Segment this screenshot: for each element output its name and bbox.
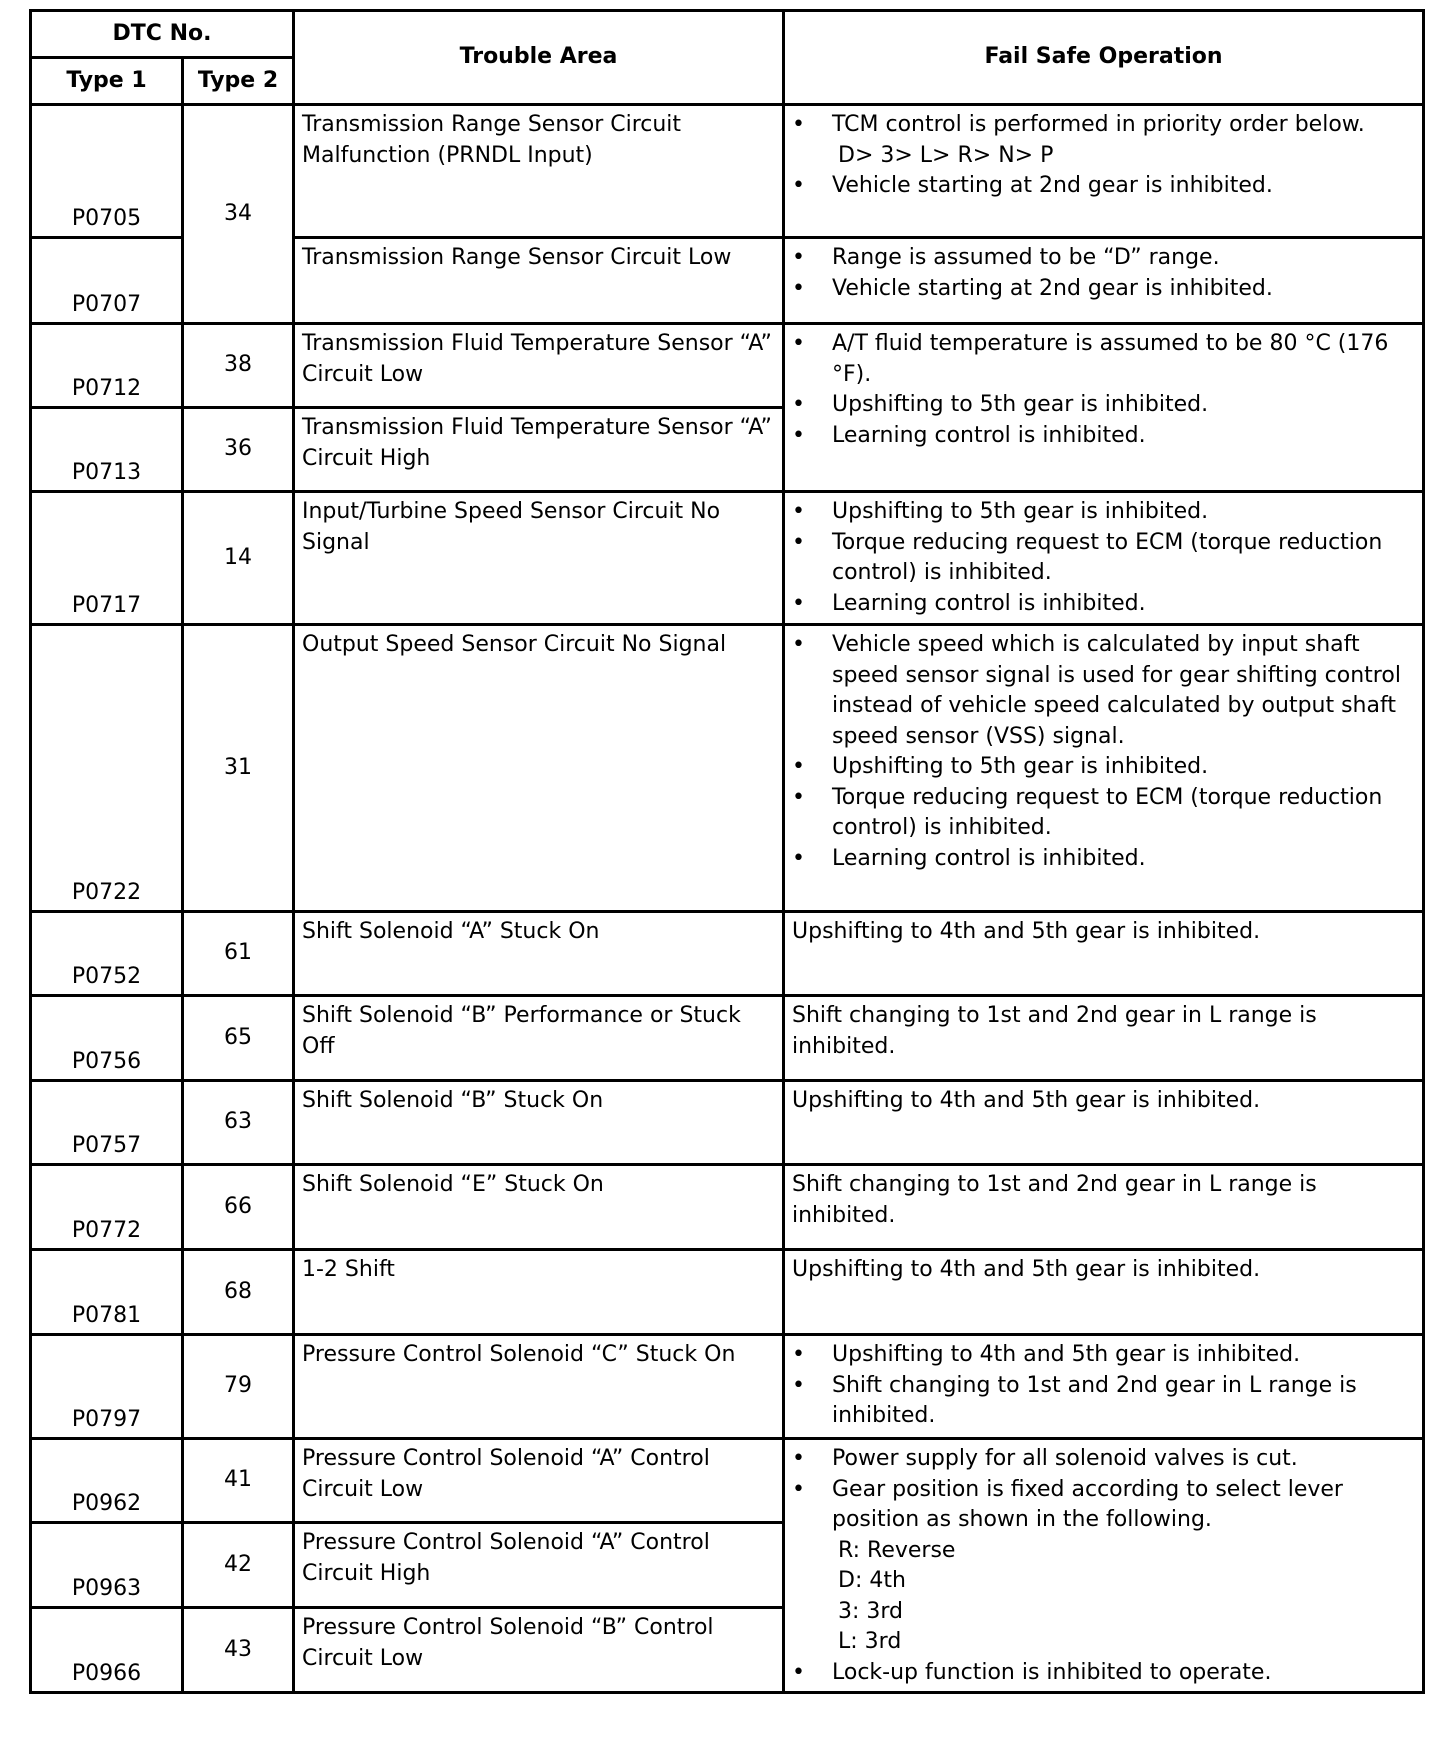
fail-safe-item: • Upshifting to 5th gear is inhibited. (792, 752, 1418, 783)
trouble-area-cell: Pressure Control Solenoid “A” Control Circuit High (294, 1523, 784, 1608)
dtc-type2-cell: 36 (183, 408, 294, 492)
fail-safe-list (792, 630, 1418, 874)
table-row (31, 492, 1424, 625)
table-body (31, 105, 1424, 1693)
fail-safe-item: • Upshifting to 4th and 5th gear is inhibited. (792, 1340, 1418, 1371)
dtc-type1-cell: P0712 (31, 324, 183, 408)
header-type2: Type 2 (183, 58, 294, 105)
fail-safe-cell (784, 324, 1424, 492)
fail-safe-item: • Vehicle starting at 2nd gear is inhibited. (792, 274, 1418, 305)
fail-safe-cell (784, 1081, 1424, 1165)
fail-safe-item: L: 3rd (838, 1629, 902, 1654)
fail-safe-cell (784, 1250, 1424, 1335)
dtc-type2-cell: 43 (183, 1608, 294, 1693)
fail-safe-list (792, 1444, 1418, 1688)
dtc-type2-cell: 41 (183, 1439, 294, 1523)
trouble-area-cell: Shift Solenoid “E” Stuck On (294, 1165, 784, 1250)
table-row (31, 996, 1424, 1081)
fail-safe-item: • Vehicle speed which is calculated by input shaft speed sensor signal is used for gear shifting control instead of vehicle speed calculated by output shaft speed sensor (VSS) signal. (792, 630, 1418, 752)
table-row (31, 1081, 1424, 1165)
trouble-area-cell: Shift Solenoid “A” Stuck On (294, 912, 784, 996)
dtc-type1-cell: P0962 (31, 1439, 183, 1523)
fail-safe-list (792, 1340, 1418, 1432)
dtc-type1-cell: P0752 (31, 912, 183, 996)
fail-safe-cell (784, 1335, 1424, 1439)
dtc-type2-cell: 66 (183, 1165, 294, 1250)
fail-safe-list (792, 243, 1418, 304)
table-row (31, 1165, 1424, 1250)
dtc-type2-cell: 38 (183, 324, 294, 408)
trouble-area-cell: Shift Solenoid “B” Stuck On (294, 1081, 784, 1165)
fail-safe-text: Upshifting to 4th and 5th gear is inhibited. (792, 919, 1261, 944)
fail-safe-item: • Vehicle starting at 2nd gear is inhibited. (792, 171, 1418, 202)
fail-safe-cell (784, 1439, 1424, 1693)
table-row (31, 105, 1424, 238)
trouble-area-cell: Transmission Fluid Temperature Sensor “A” Circuit High (294, 408, 784, 492)
fail-safe-item: D: 4th (838, 1568, 906, 1593)
dtc-type1-cell: P0963 (31, 1523, 183, 1608)
dtc-type1-cell: P0707 (31, 238, 183, 324)
dtc-type1-cell: P0756 (31, 996, 183, 1081)
header-fail-safe: Fail Safe Operation (784, 11, 1424, 105)
fail-safe-item: • Range is assumed to be “D” range. (792, 243, 1418, 274)
trouble-area-cell: Pressure Control Solenoid “A” Control Circuit Low (294, 1439, 784, 1523)
header-trouble-area: Trouble Area (294, 11, 784, 105)
trouble-area-cell: Shift Solenoid “B” Performance or Stuck Off (294, 996, 784, 1081)
dtc-type2-cell: 61 (183, 912, 294, 996)
fail-safe-item: R: Reverse (838, 1537, 956, 1563)
dtc-type1-cell: P0722 (31, 625, 183, 912)
dtc-type2-cell: 68 (183, 1250, 294, 1335)
dtc-type2-cell: 79 (183, 1335, 294, 1439)
fail-safe-item: • Lock-up function is inhibited to operate. (792, 1658, 1418, 1689)
dtc-fail-safe-table (29, 9, 1425, 1694)
dtc-type1-cell: P0966 (31, 1608, 183, 1693)
dtc-type2-cell: 65 (183, 996, 294, 1081)
dtc-type1-cell: P0781 (31, 1250, 183, 1335)
header-dtc-no: DTC No. (31, 11, 294, 58)
table-row (31, 912, 1424, 996)
trouble-area-cell: Transmission Range Sensor Circuit Low (294, 238, 784, 324)
fail-safe-item: • Learning control is inhibited. (792, 589, 1418, 620)
fail-safe-text: Upshifting to 4th and 5th gear is inhibited. (792, 1088, 1261, 1113)
fail-safe-cell (784, 238, 1424, 324)
dtc-type2-cell: 63 (183, 1081, 294, 1165)
dtc-type1-cell: P0717 (31, 492, 183, 625)
dtc-type1-cell: P0705 (31, 105, 183, 238)
trouble-area-cell: Output Speed Sensor Circuit No Signal (294, 625, 784, 912)
fail-safe-cell (784, 996, 1424, 1081)
fail-safe-item: • Shift changing to 1st and 2nd gear in L range is inhibited. (792, 1371, 1418, 1432)
dtc-type2-cell: 34 (183, 105, 294, 324)
fail-safe-item: • Power supply for all solenoid valves is cut. (792, 1444, 1418, 1475)
fail-safe-list (792, 329, 1418, 451)
table-row (31, 324, 1424, 408)
fail-safe-cell (784, 105, 1424, 238)
fail-safe-cell (784, 492, 1424, 625)
fail-safe-item: • Torque reducing request to ECM (torque reduction control) is inhibited. (792, 783, 1418, 844)
fail-safe-item: • Torque reducing request to ECM (torque reduction control) is inhibited. (792, 528, 1418, 589)
trouble-area-cell: 1-2 Shift (294, 1250, 784, 1335)
fail-safe-item: • Upshifting to 5th gear is inhibited. (792, 390, 1418, 421)
trouble-area-cell: Transmission Fluid Temperature Sensor “A” Circuit Low (294, 324, 784, 408)
dtc-type1-cell: P0757 (31, 1081, 183, 1165)
fail-safe-text: Upshifting to 4th and 5th gear is inhibited. (792, 1257, 1261, 1282)
dtc-type2-cell: 31 (183, 625, 294, 912)
dtc-type1-cell: P0772 (31, 1165, 183, 1250)
fail-safe-item: 3: 3rd (838, 1598, 904, 1624)
trouble-area-cell: Transmission Range Sensor Circuit Malfunction (PRNDL Input) (294, 105, 784, 238)
trouble-area-cell: Input/Turbine Speed Sensor Circuit No Signal (294, 492, 784, 625)
dtc-type1-cell: P0713 (31, 408, 183, 492)
table-row (31, 625, 1424, 912)
fail-safe-item: • Gear position is fixed according to select lever position as shown in the following. (792, 1475, 1418, 1536)
fail-safe-list (792, 497, 1418, 619)
fail-safe-cell (784, 625, 1424, 912)
trouble-area-cell: Pressure Control Solenoid “C” Stuck On (294, 1335, 784, 1439)
fail-safe-item: D> 3> L> R> N> P (838, 142, 1054, 168)
fail-safe-item: • Learning control is inhibited. (792, 421, 1418, 452)
fail-safe-list (792, 110, 1418, 202)
fail-safe-item: • Upshifting to 5th gear is inhibited. (792, 497, 1418, 528)
fail-safe-text: Shift changing to 1st and 2nd gear in L range is inhibited. (792, 1003, 1317, 1059)
fail-safe-item: • A/T fluid temperature is assumed to be 80 °C (176 °F). (792, 329, 1418, 390)
trouble-area-cell: Pressure Control Solenoid “B” Control Circuit Low (294, 1608, 784, 1693)
fail-safe-cell (784, 1165, 1424, 1250)
dtc-type2-cell: 14 (183, 492, 294, 625)
fail-safe-item: • Learning control is inhibited. (792, 844, 1418, 875)
fail-safe-cell (784, 912, 1424, 996)
table-row (31, 1335, 1424, 1439)
header-type1: Type 1 (31, 58, 183, 105)
fail-safe-text: Shift changing to 1st and 2nd gear in L range is inhibited. (792, 1172, 1317, 1228)
dtc-type1-cell: P0797 (31, 1335, 183, 1439)
table-row (31, 1250, 1424, 1335)
dtc-type2-cell: 42 (183, 1523, 294, 1608)
fail-safe-item: • TCM control is performed in priority order below. (792, 110, 1418, 141)
table-row (31, 1439, 1424, 1523)
